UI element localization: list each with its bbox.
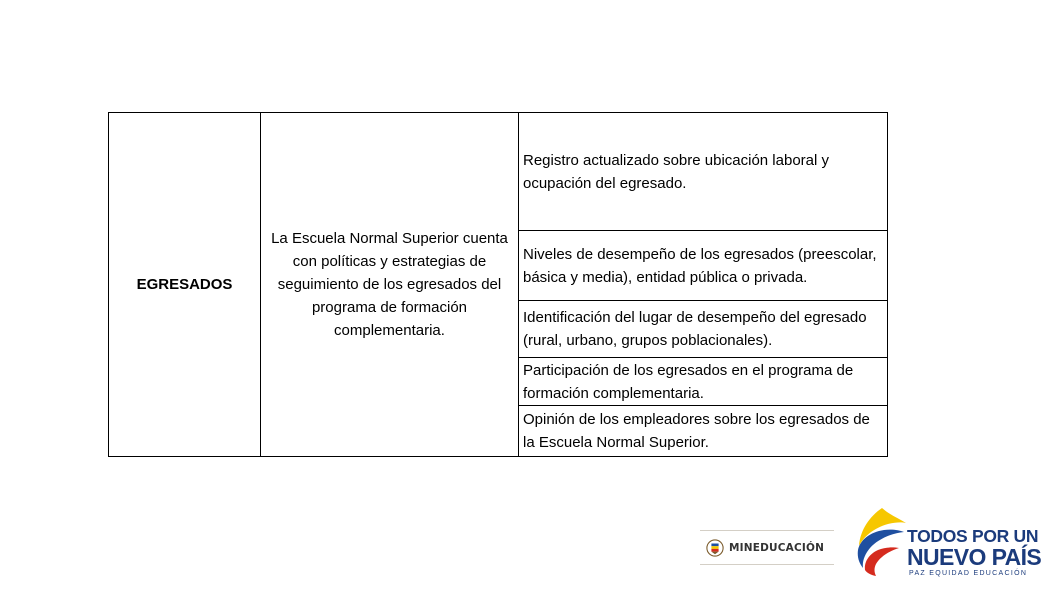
table-row [109,113,888,231]
indicators-table [108,112,888,457]
indicator-cell: Registro actualizado sobre ubicación laboral y ocupación del egresado. [519,113,888,231]
flag-swoosh-icon [852,506,908,584]
todos-por-un-nuevo-pais-logo [852,506,1041,586]
mineducacion-label: MINEDUCACIÓN [729,541,825,554]
description-cell: La Escuela Normal Superior cuenta con políticas y estrategias de seguimiento de los egresados del programa de formación complementaria. [261,113,519,457]
indicator-cell: Identificación del lugar de desempeño del egresado (rural, urbano, grupos poblacionales). [519,301,888,358]
indicator-cell: Opinión de los empleadores sobre los egresados de la Escuela Normal Superior. [519,406,888,457]
indicator-cell: Participación de los egresados en el programa de formación complementaria. [519,358,888,406]
todos-tagline: PAZ EQUIDAD EDUCACIÓN [909,570,1028,577]
category-cell: EGRESADOS [109,113,261,457]
todos-line2: NUEVO PAÍS [907,544,1041,570]
mineducacion-logo [700,530,834,565]
coat-of-arms-icon [706,539,724,557]
indicator-cell: Niveles de desempeño de los egresados (preescolar, básica y media), entidad pública o privada. [519,231,888,301]
todos-line1: TODOS POR UN [907,526,1039,546]
